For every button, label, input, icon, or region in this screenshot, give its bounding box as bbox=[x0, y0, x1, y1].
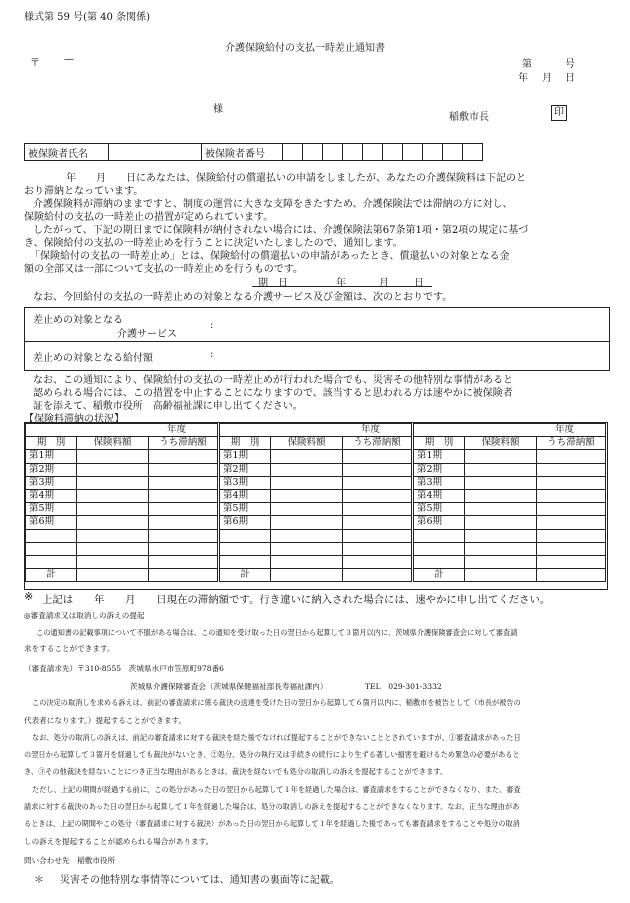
body-p2b: 保険給付の支払の一時差止の措置が定められています。 bbox=[24, 212, 274, 223]
appeal-p1b: 求をすることができます。 bbox=[24, 644, 115, 653]
issue-month: 月 bbox=[542, 73, 552, 84]
col-premium: 保険料額 bbox=[77, 437, 149, 450]
year-header bbox=[220, 424, 412, 437]
period-cell: 第1期 bbox=[414, 450, 465, 463]
premium-table bbox=[413, 423, 606, 582]
premium-table bbox=[219, 423, 412, 582]
service-label-2: 介護サービス bbox=[117, 329, 177, 340]
period-cell: 第2期 bbox=[26, 463, 77, 476]
period-cell: 第2期 bbox=[414, 463, 465, 476]
col-period: 期 別 bbox=[220, 437, 271, 450]
col-arrears: うち滞納額 bbox=[537, 437, 606, 450]
year-label: 年度 bbox=[554, 424, 574, 436]
period-cell: 第4期 bbox=[26, 489, 77, 502]
body-p2a: 介護保険料が滞納のままですと、制度の運営に大きな支障をきたすため、介護保険法では滞納の方に対し、 bbox=[33, 199, 513, 210]
body-p1a: 年 月 日にあなたは、保険給付の償還払いの申請をしましたが、あなたの介護保険料は下記のと bbox=[66, 173, 526, 184]
service-colon: : bbox=[210, 320, 214, 331]
col-arrears: うち滞納額 bbox=[149, 437, 218, 450]
period-cell: 第5期 bbox=[220, 503, 271, 516]
period-cell: 第1期 bbox=[26, 450, 77, 463]
deadline-month: 月 bbox=[379, 278, 389, 289]
postal-dash: — bbox=[64, 54, 74, 65]
appeal-p4a: ただし、上記の期間が経過する前に、この処分があった日の翌日から起算して１年を経過した場合は、審査請求をすることができなくなり、また、審査 bbox=[32, 785, 521, 794]
insured-number-digit[interactable] bbox=[403, 144, 423, 161]
appeal-contact: 問い合わせ先 稲敷市役所 bbox=[24, 856, 116, 865]
appeal-dest-label: （審査請求先）〒310-8555 茨城県水戸市笠原町978番6 bbox=[24, 664, 224, 673]
suspension-box bbox=[24, 307, 610, 371]
appeal-p3a: なお、処分の取消しの訴えは、前記の審査請求に対する裁決を経た後でなければ提起することができないこととされていますが、①審査請求があった日 bbox=[32, 733, 521, 742]
appeal-p1a: この通知書の記載事項について不服がある場合は、この通知を受け取った日の翌日から起算して３箇月以内に、茨城県介護保険審査会に対して審査請 bbox=[36, 628, 518, 637]
period-cell: 第1期 bbox=[220, 450, 271, 463]
appeal-dest-org: 茨城県介護保険審査会（茨城県保健福祉部長寿福祉課内） bbox=[130, 682, 328, 691]
appeal-p4b: 請求に対する裁決のあった日の翌日から起算して１年を経過した場合は、処分の取消しの訴えを提起することができなくなります。なお、正当な理由があ bbox=[24, 802, 520, 811]
suspension-divider bbox=[25, 341, 609, 342]
insured-number-digit[interactable] bbox=[423, 144, 443, 161]
year-header bbox=[414, 424, 606, 437]
appeal-p3c: き、③その他裁決を経ないことにつき正当な理由があるときは、裁決を経ないでも処分の取消しの訴えを提起することができます。 bbox=[24, 767, 448, 776]
appeal-p3b: の翌日から起算して３箇月を経過しても裁決がないとき、②処分、処分の執行又は手続きの続行により生ずる著しい損害を避けるため緊急の必要があると bbox=[24, 750, 520, 759]
insured-number-label: 被保険者番号 bbox=[202, 144, 283, 161]
footer-mark: ＊ bbox=[34, 875, 44, 886]
notice-line3: 証を添えて、稲敷市役所 高齢福祉課に申し出てください。 bbox=[33, 401, 303, 412]
postal-mark: 〒 bbox=[30, 58, 40, 69]
period-cell: 第5期 bbox=[26, 503, 77, 516]
period-cell: 第3期 bbox=[26, 476, 77, 489]
insured-info-table bbox=[24, 143, 483, 161]
insured-name-field[interactable] bbox=[109, 144, 202, 161]
total-cell: 計 bbox=[414, 569, 465, 582]
body-p4a: 「保険給付の支払の一時差止め」とは、保険給付の償還払いの申請があったとき、償還払いの対象となる金 bbox=[30, 251, 510, 262]
insured-name-label: 被保険者氏名 bbox=[25, 144, 109, 161]
amount-label: 差止めの対象となる給付額 bbox=[33, 353, 153, 364]
appeal-p2a: この決定の取消しを求める訴えは、前記の審査請求に係る裁決の送達を受けた日の翌日から起算して６箇月以内に、稲敷市を被告として（市長が被告の bbox=[32, 698, 521, 707]
appeal-p4d: しの訴えを提起することが認められる場合があります。 bbox=[24, 837, 214, 846]
insured-number-digit[interactable] bbox=[343, 144, 363, 161]
doc-number-prefix: 第 bbox=[522, 59, 532, 70]
col-period: 期 別 bbox=[414, 437, 465, 450]
remark-mark: ※ bbox=[24, 590, 34, 603]
premium-section-title: 【保険料滞納の状況】 bbox=[24, 414, 124, 425]
col-arrears: うち滞納額 bbox=[343, 437, 412, 450]
appeal-dest-tel: TEL 029-301-3332 bbox=[365, 682, 442, 691]
appeal-p4c: るときは、上記の期間やこの処分（審査請求に対する裁決）があった日の翌日から起算して１年を経過した後であっても審査請求をすることや処分の取消 bbox=[24, 819, 520, 828]
insured-number-digit[interactable] bbox=[363, 144, 383, 161]
period-cell: 第6期 bbox=[220, 516, 271, 529]
doc-number-suffix: 号 bbox=[565, 59, 575, 70]
col-period: 期 別 bbox=[26, 437, 77, 450]
col-premium: 保険料額 bbox=[465, 437, 537, 450]
deadline-year: 年 bbox=[336, 278, 346, 289]
premium-tables bbox=[24, 422, 608, 590]
period-cell: 第2期 bbox=[220, 463, 271, 476]
notice-line2: 認められる場合には、この措置を中止することになりますので、該当すると思われる方は速やかに被保険者 bbox=[33, 388, 513, 399]
remark-text: 上記は 年 月 日現在の滞納額です。行き違いに納入された場合には、速やかに申し出てください。 bbox=[42, 594, 551, 606]
period-cell: 第6期 bbox=[414, 516, 465, 529]
issue-day: 日 bbox=[565, 73, 575, 84]
body-p4b: 額の全部又は一部について支払の一時差止めを行うものです。 bbox=[24, 264, 303, 275]
period-cell: 第4期 bbox=[220, 489, 271, 502]
deadline-line bbox=[252, 274, 432, 287]
insured-number-digit[interactable] bbox=[303, 144, 323, 161]
form-number: 様式第 59 号(第 40 条関係) bbox=[24, 12, 150, 23]
body-p1b: おり滞納となっています。 bbox=[24, 186, 144, 197]
insured-number-digit[interactable] bbox=[323, 144, 343, 161]
document-title: 介護保険給付の支払一時差止通知書 bbox=[225, 43, 385, 54]
body-p5: なお、今回給付の支払の一時差止めの対象となる介護サービス及び金額は、次のとおりです。 bbox=[33, 292, 453, 303]
footer-text: 災害その他特別な事情等については、通知書の裏面等に記載。 bbox=[60, 875, 340, 886]
period-cell: 第6期 bbox=[26, 516, 77, 529]
total-cell: 計 bbox=[220, 569, 271, 582]
col-premium: 保険料額 bbox=[271, 437, 343, 450]
sender-title: 稲敷市長 bbox=[449, 112, 489, 123]
period-cell: 第3期 bbox=[220, 476, 271, 489]
insured-number-digit[interactable] bbox=[443, 144, 463, 161]
insured-number-digit[interactable] bbox=[283, 144, 303, 161]
body-p3b: き、保険給付の支払の一時差止めを行うことに決定いたしましたので、通知します。 bbox=[24, 238, 403, 249]
insured-number-digit[interactable] bbox=[383, 144, 403, 161]
insured-number-digit[interactable] bbox=[463, 144, 483, 161]
body-p3a: したがって、下記の期日までに保険料が納付されない場合には、介護保険法第67条第1項・第2項の規定に基づ bbox=[33, 225, 529, 236]
period-cell: 第4期 bbox=[414, 489, 465, 502]
issue-year: 年 bbox=[518, 73, 528, 84]
deadline-day: 日 bbox=[414, 278, 424, 289]
addressee-suffix: 様 bbox=[213, 104, 223, 115]
year-header bbox=[26, 424, 218, 437]
premium-table bbox=[25, 423, 218, 582]
notice-line1: なお、この通知により、保険給付の支払の一時差止めが行われた場合でも、災害その他特別な事情があると bbox=[33, 375, 513, 386]
period-cell: 第5期 bbox=[414, 503, 465, 516]
seal-stamp: 印 bbox=[551, 105, 567, 121]
amount-colon: : bbox=[210, 349, 214, 360]
service-label-1: 差止めの対象となる bbox=[33, 315, 123, 326]
deadline-label: 期 日 bbox=[258, 278, 288, 289]
year-label: 年度 bbox=[166, 424, 186, 436]
period-cell: 第3期 bbox=[414, 476, 465, 489]
appeal-heading: ◎審査請求又は取消しの訴えの提起 bbox=[24, 611, 145, 620]
total-cell: 計 bbox=[26, 569, 77, 582]
appeal-p2b: 代表者になります。）提起することができます。 bbox=[24, 716, 187, 725]
year-label: 年度 bbox=[360, 424, 380, 436]
